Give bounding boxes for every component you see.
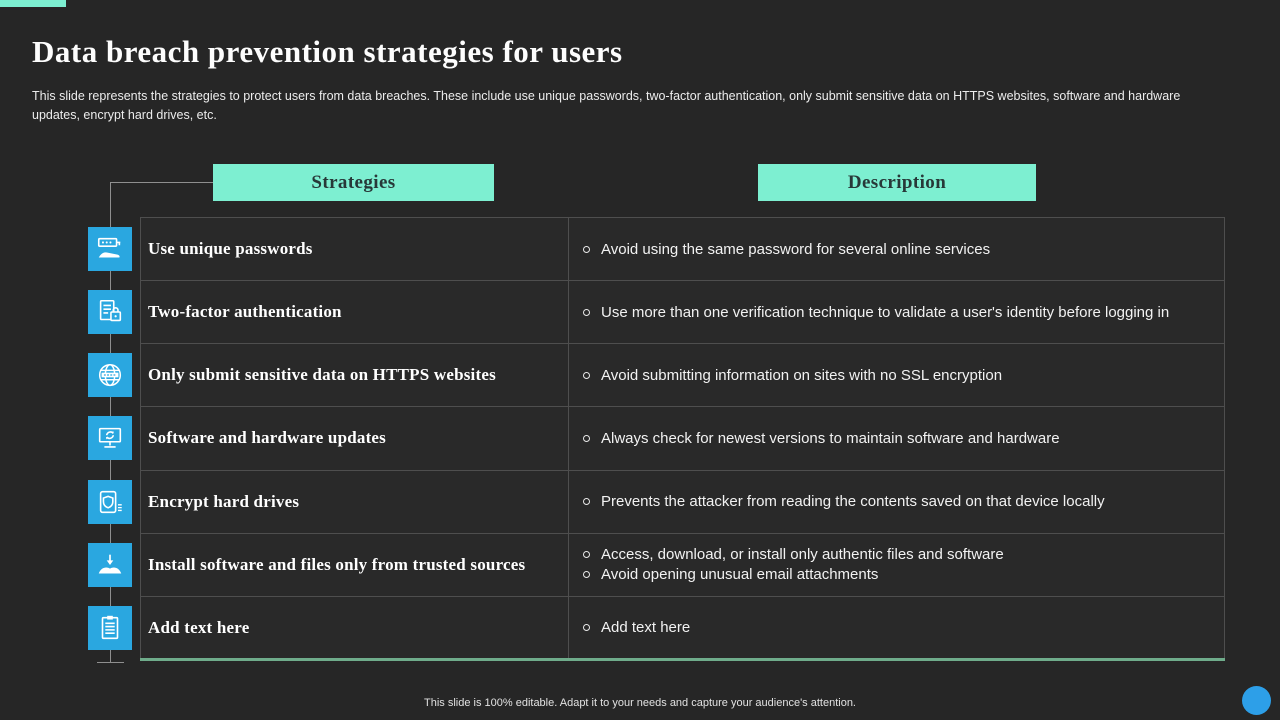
strategy-label: Software and hardware updates [148, 428, 386, 448]
download-trusted-icon [88, 543, 132, 587]
strategy-cell [141, 218, 569, 280]
password-hand-icon [88, 227, 132, 271]
description-line [583, 367, 1224, 384]
encrypted-drive-icon [88, 480, 132, 524]
description-line [583, 304, 1224, 321]
strategies-table [140, 217, 1225, 660]
table-row [141, 407, 1224, 470]
slide-subtitle: This slide represents the strategies to protect users from data breaches. These include use unique passwords, two-factor authentication, only submit sensitive data on HTTPS websites, software and hardware updates, encrypt hard drives, etc. [32, 89, 1181, 123]
strategy-placeholder-text[interactable]: Add text here [148, 617, 250, 637]
globe-https-icon [88, 353, 132, 397]
accent-bar [0, 0, 66, 7]
table-row [141, 597, 1224, 659]
table-row [141, 218, 1224, 281]
description-line [583, 241, 1224, 258]
page-title: Data breach prevention strategies for users [32, 34, 623, 69]
description-header-label: Description [847, 171, 947, 193]
monitor-update-icon [88, 416, 132, 460]
bullet-circle-icon [583, 372, 590, 379]
description-cell [569, 281, 1224, 343]
description-column-header [758, 164, 1036, 201]
description-text: Avoid using the same password for several online services [601, 240, 991, 258]
description-line [583, 493, 1224, 510]
description-text: Avoid opening unusual email attachments [601, 566, 879, 584]
connector-horizontal-line [110, 182, 213, 183]
strategy-label: Use unique passwords [148, 239, 313, 259]
connector-end-tick [97, 662, 124, 663]
bullet-circle-icon [583, 498, 590, 505]
description-cell [569, 344, 1224, 406]
strategy-label: Encrypt hard drives [148, 491, 300, 511]
strategy-cell [141, 471, 569, 533]
description-cell [569, 407, 1224, 469]
description-text: Use more than one verification technique to validate a user's identity before logging in [601, 303, 1170, 321]
description-text: Access, download, or install only authentic files and software [601, 546, 1004, 564]
table-bottom-accent-line [140, 658, 1225, 661]
table-row [141, 344, 1224, 407]
description-cell [569, 534, 1224, 596]
strategy-cell [141, 407, 569, 469]
strategies-column-header [213, 164, 494, 201]
description-cell[interactable] [569, 597, 1224, 659]
bullet-circle-icon [583, 246, 590, 253]
strategy-cell [141, 344, 569, 406]
bullet-circle-icon [583, 551, 590, 558]
strategies-header-label: Strategies [311, 171, 396, 193]
strategy-cell [141, 534, 569, 596]
description-text: Prevents the attacker from reading the contents saved on that device locally [601, 493, 1105, 511]
footer-note: This slide is 100% editable. Adapt it to your needs and capture your audience's attention. [424, 697, 856, 709]
strategy-label: Only submit sensitive data on HTTPS websites [148, 365, 496, 385]
strategy-cell [141, 281, 569, 343]
table-row [141, 281, 1224, 344]
description-text: Avoid submitting information on sites with no SSL encryption [601, 366, 1003, 384]
bullet-circle-icon [583, 571, 590, 578]
strategy-label: Install software and files only from trusted sources [148, 554, 526, 574]
table-row [141, 534, 1224, 597]
description-line [583, 566, 1224, 583]
strategy-label: Two-factor authentication [148, 302, 342, 322]
description-line [583, 619, 1224, 636]
strategy-cell[interactable] [141, 597, 569, 659]
description-line [583, 430, 1224, 447]
bullet-circle-icon [583, 624, 590, 631]
corner-circle-decoration [1242, 686, 1271, 715]
bullet-circle-icon [583, 309, 590, 316]
description-cell [569, 471, 1224, 533]
clipboard-icon [88, 606, 132, 650]
bullet-circle-icon [583, 435, 590, 442]
description-text: Always check for newest versions to maintain software and hardware [601, 429, 1060, 447]
description-placeholder-text[interactable]: Add text here [601, 619, 691, 637]
table-row [141, 471, 1224, 534]
document-lock-icon [88, 290, 132, 334]
description-line [583, 546, 1224, 563]
description-cell [569, 218, 1224, 280]
